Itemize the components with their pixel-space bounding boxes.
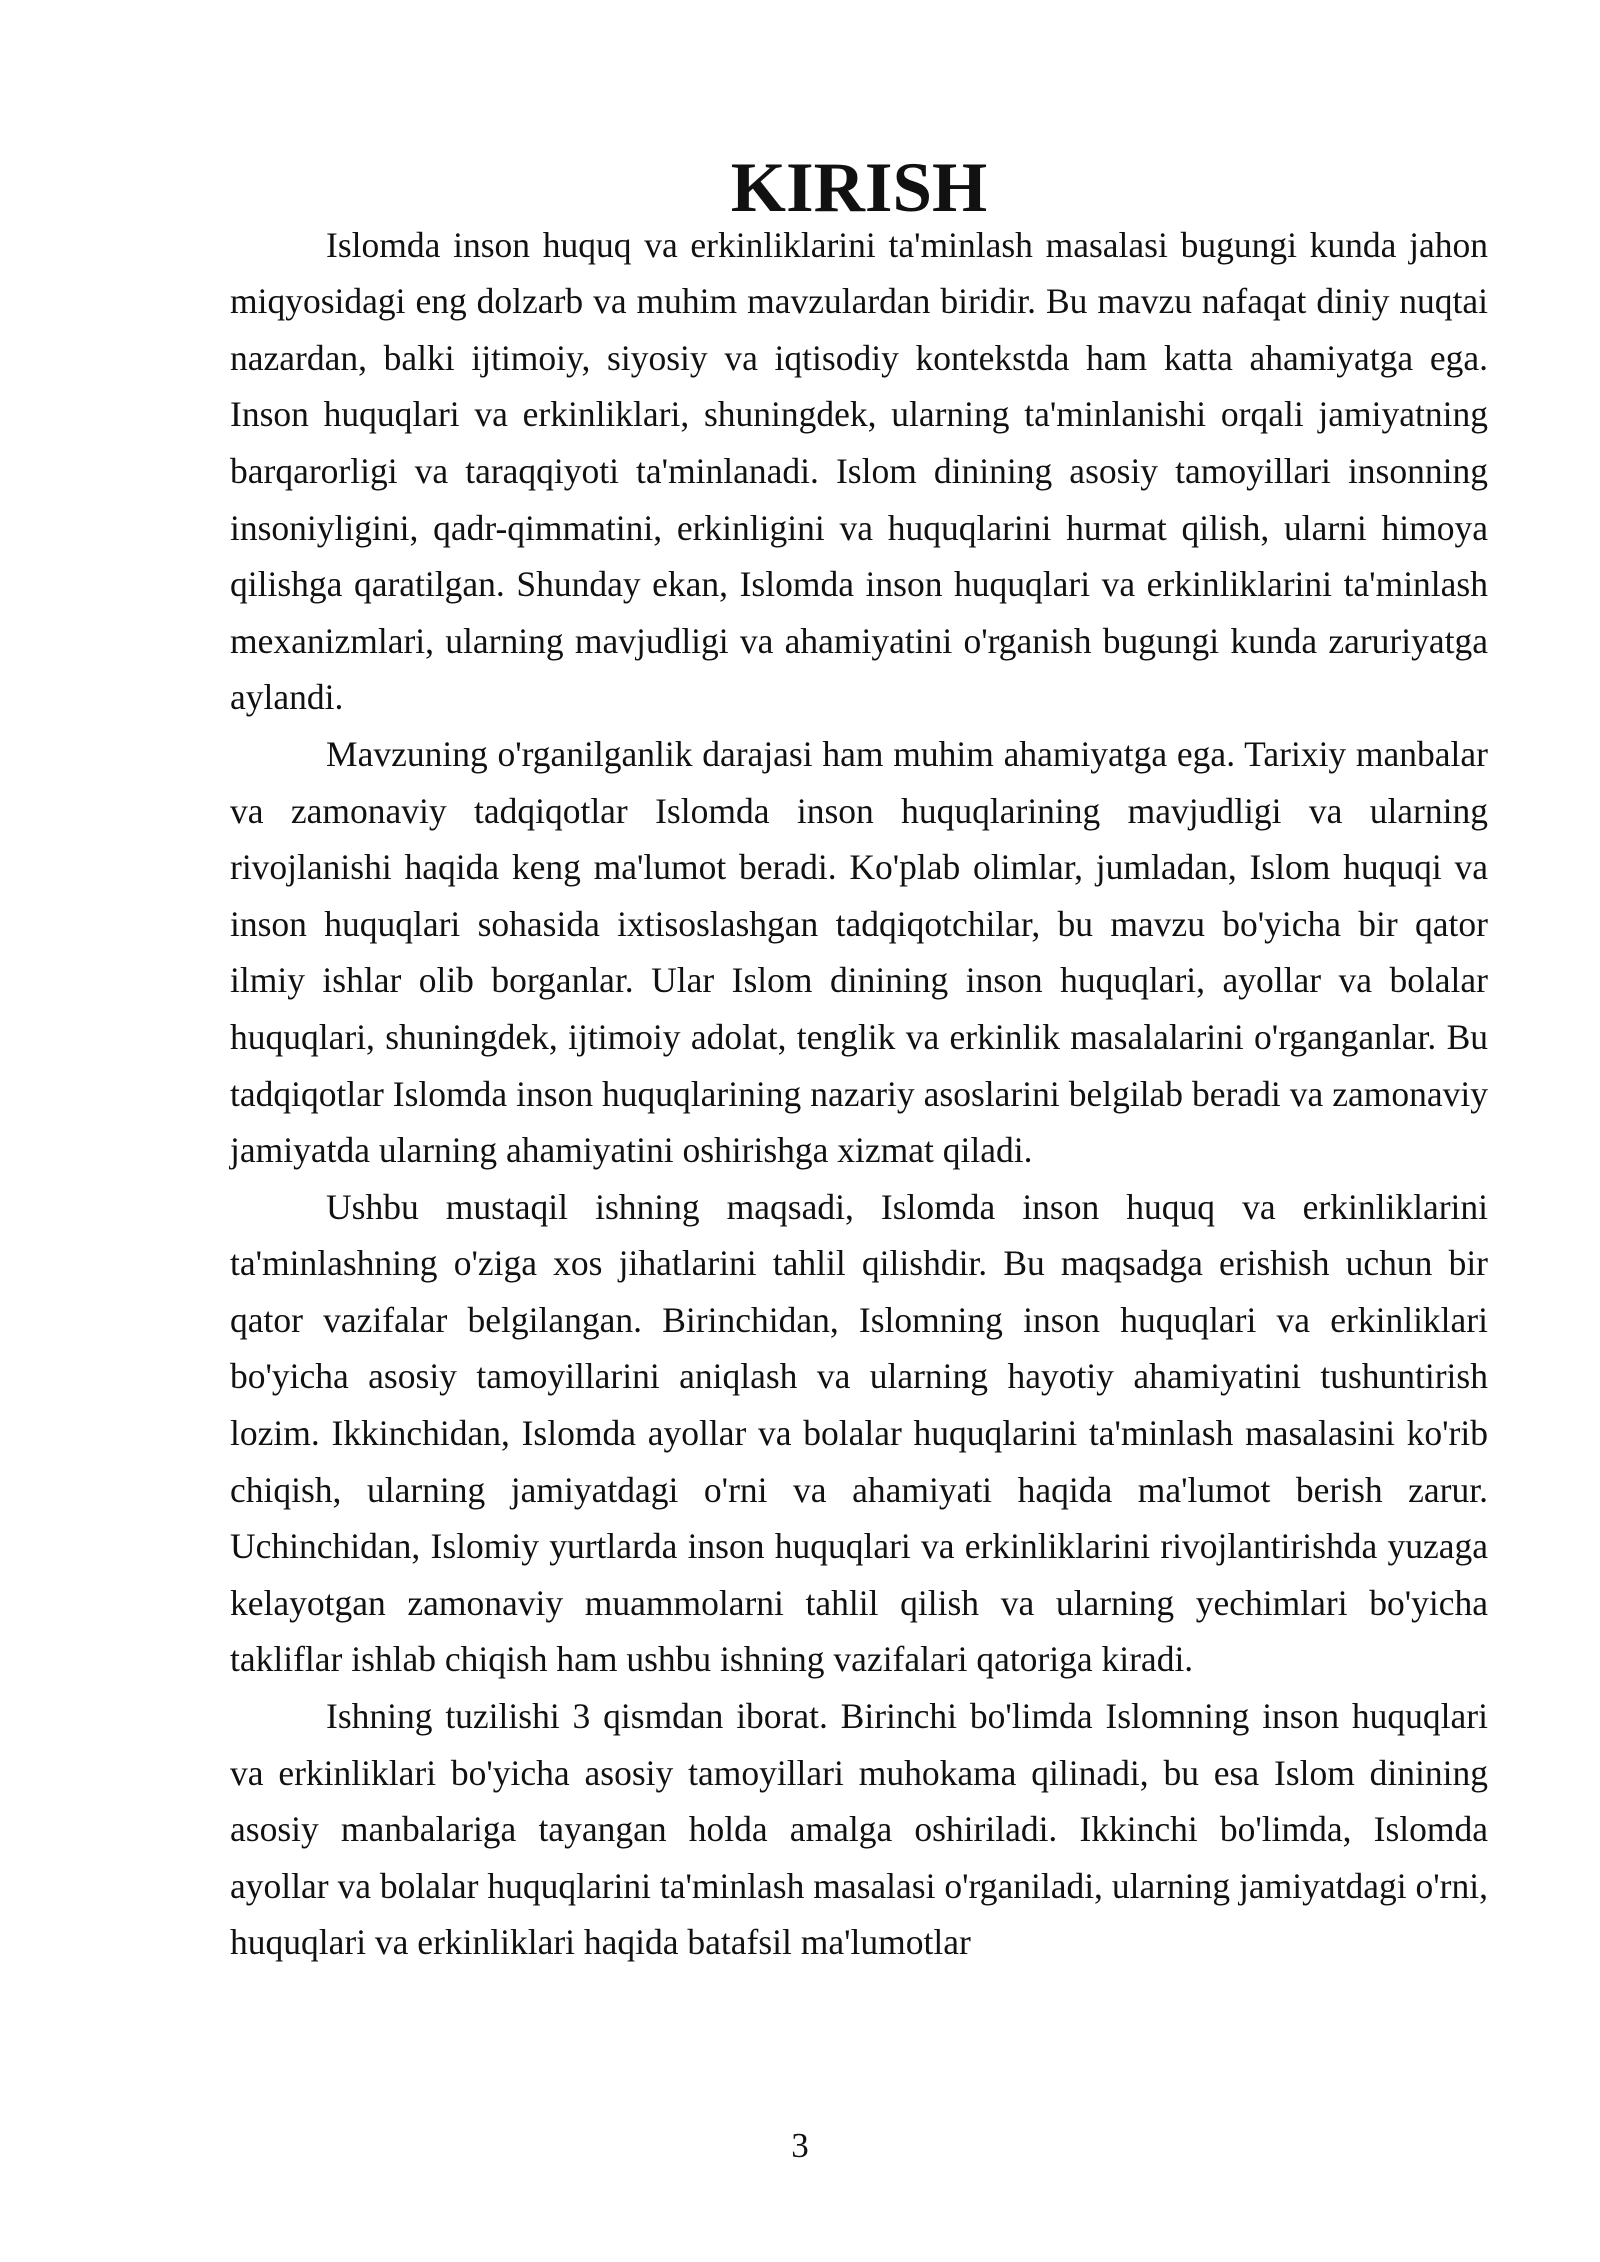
section-title: KIRISH: [730, 149, 988, 227]
paragraph-study-degree: Mavzuning o'rganilganlik darajasi ham muhim ahamiyatga ega. Tarixiy manbalar va zamonaviy tadqiqotlar Islomda inson huquqlarining mavjudligi va ularning rivojlanishi haqida keng ma'lumot beradi. Ko'plab olimlar, jumladan, Islom huquqi va inson huquqlari sohasida ixtisoslashgan tadqiqotchilar, bu mavzu bo'yicha bir qator ilmiy ishlar olib borganlar. Ular Islom dinining inson huquqlari, ayollar va bolalar huquqlari, shuningdek, ijtimoiy adolat, tenglik va erkinlik masalalarini o'rganganlar. Bu tadqiqotlar Islomda inson huquqlarining nazariy asoslarini belgilab beradi va zamonaviy jamiyatda ularning ahamiyatini oshirishga xizmat qiladi.: [230, 733, 1488, 1171]
page-number: 3: [791, 2126, 809, 2165]
page-content: [230, 149, 1488, 1971]
paragraph-goals: Ushbu mustaqil ishning maqsadi, Islomda inson huquq va erkinliklarini ta'minlashning o'ziga xos jihatlarini tahlil qilishdir. Bu maqsadga erishish uchun bir qator vazifalar belgilangan. Birinchidan, Islomning inson huquqlari va erkinliklari bo'yicha asosiy tamoyillarini aniqlash va ularning hayotiy ahamiyatini tushuntirish lozim. Ikkinchidan, Islomda ayollar va bolalar huquqlarini ta'minlash masalasini ko'rib chiqish, ularning jamiyatdagi o'rni va ahamiyati haqida ma'lumot berish zarur. Uchinchidan, Islomiy yurtlarda inson huquqlari va erkinliklarini rivojlantirishda yuzaga kelayotgan zamonaviy muammolarni tahlil qilish va ularning yechimlari bo'yicha takliflar ishlab chiqish ham ushbu ishning vazifalari qatoriga kiradi.: [230, 1186, 1488, 1680]
paragraph-structure: Ishning tuzilishi 3 qismdan iborat. Birinchi bo'limda Islomning inson huquqlari va erkinliklari bo'yicha asosiy tamoyillari muhokama qilinadi, bu esa Islom dinining asosiy manbalariga tayangan holda amalga oshiriladi. Ikkinchi bo'limda, Islomda ayollar va bolalar huquqlarini ta'minlash masalasi o'rganiladi, ularning jamiyatdagi o'rni, huquqlari va erkinliklari haqida batafsil ma'lumotlar: [230, 1696, 1488, 1963]
paragraph-intro: Islomda inson huquq va erkinliklarini ta'minlash masalasi bugungi kunda jahon miqyosidagi eng dolzarb va muhim mavzulardan biridir. Bu mavzu nafaqat diniy nuqtai nazardan, balki ijtimoiy, siyosiy va iqtisodiy kontekstda ham katta ahamiyatga ega. Inson huquqlari va erkinliklari, shuningdek, ularning ta'minlanishi orqali jamiyatning barqarorligi va taraqqiyoti ta'minlanadi. Islom dinining asosiy tamoyillari insonning insoniyligini, qadr-qimmatini, erkinligini va huquqlarini hurmat qilish, ularni himoya qilishga qaratilgan. Shunday ekan, Islomda inson huquqlari va erkinliklarini ta'minlash mexanizmlari, ularning mavjudligi va ahamiyatini o'rganish bugungi kunda zaruriyatga aylandi.: [230, 224, 1488, 718]
